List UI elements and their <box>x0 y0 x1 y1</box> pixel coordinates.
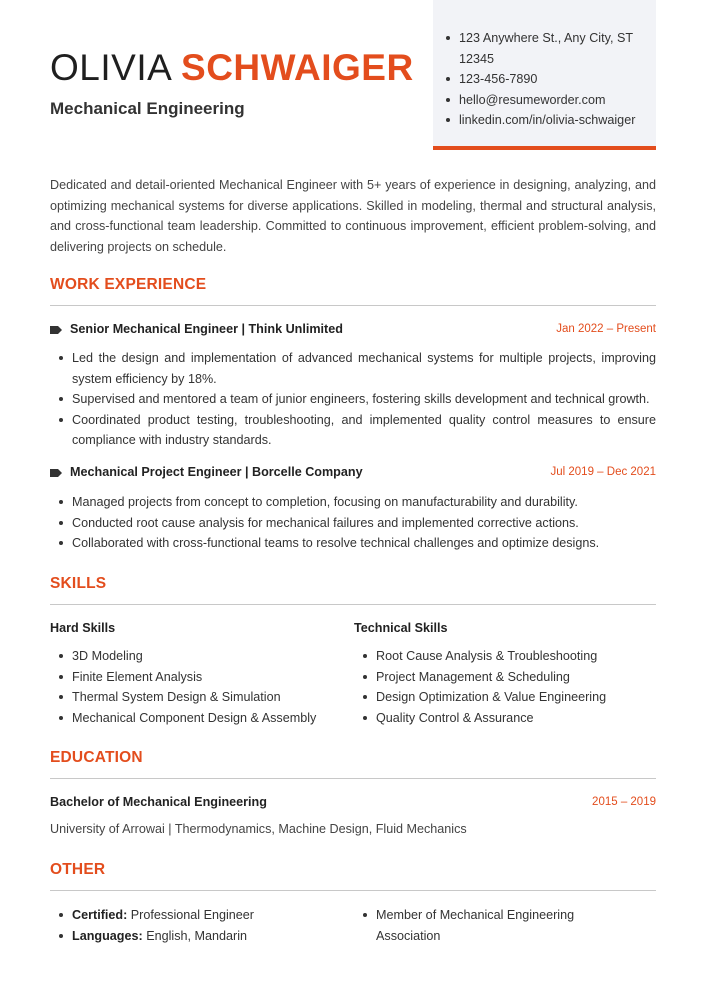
list-item: Quality Control & Assurance <box>354 708 656 729</box>
contact-list <box>443 28 646 131</box>
section-divider <box>50 305 656 306</box>
list-item: 3D Modeling <box>50 646 340 667</box>
list-item: Mechanical Component Design & Assembly <box>50 708 340 729</box>
languages-label: Languages: <box>72 928 143 943</box>
contact-linkedin[interactable]: linkedin.com/in/olivia-schwaiger <box>443 110 646 131</box>
candidate-role: Mechanical Engineering <box>50 99 245 118</box>
section-divider <box>50 778 656 779</box>
list-item: Finite Element Analysis <box>50 667 340 688</box>
certified-label: Certified: <box>72 908 128 922</box>
list-item-languages <box>50 926 340 947</box>
section-divider <box>50 890 656 891</box>
technical-skills-heading: Technical Skills <box>354 621 448 635</box>
list-item: Project Management & Scheduling <box>354 667 656 688</box>
job-header <box>50 322 656 340</box>
contact-email[interactable]: hello@resumeworder.com <box>443 90 646 111</box>
other-list-left <box>50 905 340 946</box>
list-item: Conducted root cause analysis for mechanical failures and implemented corrective actions. <box>50 513 656 534</box>
job-bullets <box>50 348 656 451</box>
degree-title: Bachelor of Mechanical Engineering <box>50 795 267 809</box>
other-list-right <box>354 905 604 946</box>
job-bullets <box>50 492 656 554</box>
list-item: Managed projects from concept to completion, focusing on manufacturability and durability. <box>50 492 656 513</box>
list-item: Thermal System Design & Simulation <box>50 687 340 708</box>
list-item: Design Optimization & Value Engineering <box>354 687 656 708</box>
job-dates: Jul 2019 – Dec 2021 <box>550 466 656 478</box>
contact-phone: 123-456-7890 <box>443 69 646 90</box>
list-item-certified <box>50 905 340 926</box>
education-header <box>50 795 656 813</box>
job-dates: Jan 2022 – Present <box>556 323 656 335</box>
section-divider <box>50 604 656 605</box>
job-title: Mechanical Project Engineer | Borcelle Company <box>70 465 363 479</box>
last-name: SCHWAIGER <box>181 47 414 88</box>
summary-paragraph: Dedicated and detail-oriented Mechanical Engineer with 5+ years of experience in designing, analyzing, and optimizing mechanical systems for diverse applications. Skilled in modeling, thermal and structural analysis, and cross-functional team leadership. Committed to continuous improvement, efficient problem-solving, and delivering projects on schedule. <box>50 178 656 254</box>
languages-value: English, Mandarin <box>146 928 247 943</box>
list-item-membership: Member of Mechanical Engineering Association <box>354 905 604 946</box>
section-title-education: EDUCATION <box>50 749 143 766</box>
list-item: Collaborated with cross-functional teams to resolve technical challenges and optimize designs. <box>50 533 656 554</box>
section-title-skills: SKILLS <box>50 575 107 592</box>
list-item: Root Cause Analysis & Troubleshooting <box>354 646 656 667</box>
tag-icon <box>50 326 62 334</box>
list-item: Led the design and implementation of advanced mechanical systems for multiple projects, improving system efficiency by 18%. <box>50 348 656 389</box>
technical-skills-list <box>354 646 656 728</box>
candidate-name <box>50 48 414 88</box>
hard-skills-heading: Hard Skills <box>50 621 116 635</box>
contact-box <box>433 0 656 150</box>
education-details: University of Arrowai | Thermodynamics, Machine Design, Fluid Mechanics <box>50 822 467 836</box>
list-item: Coordinated product testing, troubleshooting, and implemented quality control measures to ensure compliance with industry standards. <box>50 410 656 451</box>
job-title: Senior Mechanical Engineer | Think Unlimited <box>70 322 343 336</box>
job-header <box>50 465 656 483</box>
education-dates: 2015 – 2019 <box>592 796 656 808</box>
section-title-other: OTHER <box>50 861 106 878</box>
section-title-work: WORK EXPERIENCE <box>50 276 207 293</box>
tag-icon <box>50 469 62 477</box>
first-name: OLIVIA <box>50 47 171 88</box>
list-item: Supervised and mentored a team of junior engineers, fostering skills development and technical growth. <box>50 389 656 410</box>
contact-address: 123 Anywhere St., Any City, ST 12345 <box>443 28 646 69</box>
certified-value: Professional Engineer <box>130 908 254 922</box>
hard-skills-list <box>50 646 340 728</box>
